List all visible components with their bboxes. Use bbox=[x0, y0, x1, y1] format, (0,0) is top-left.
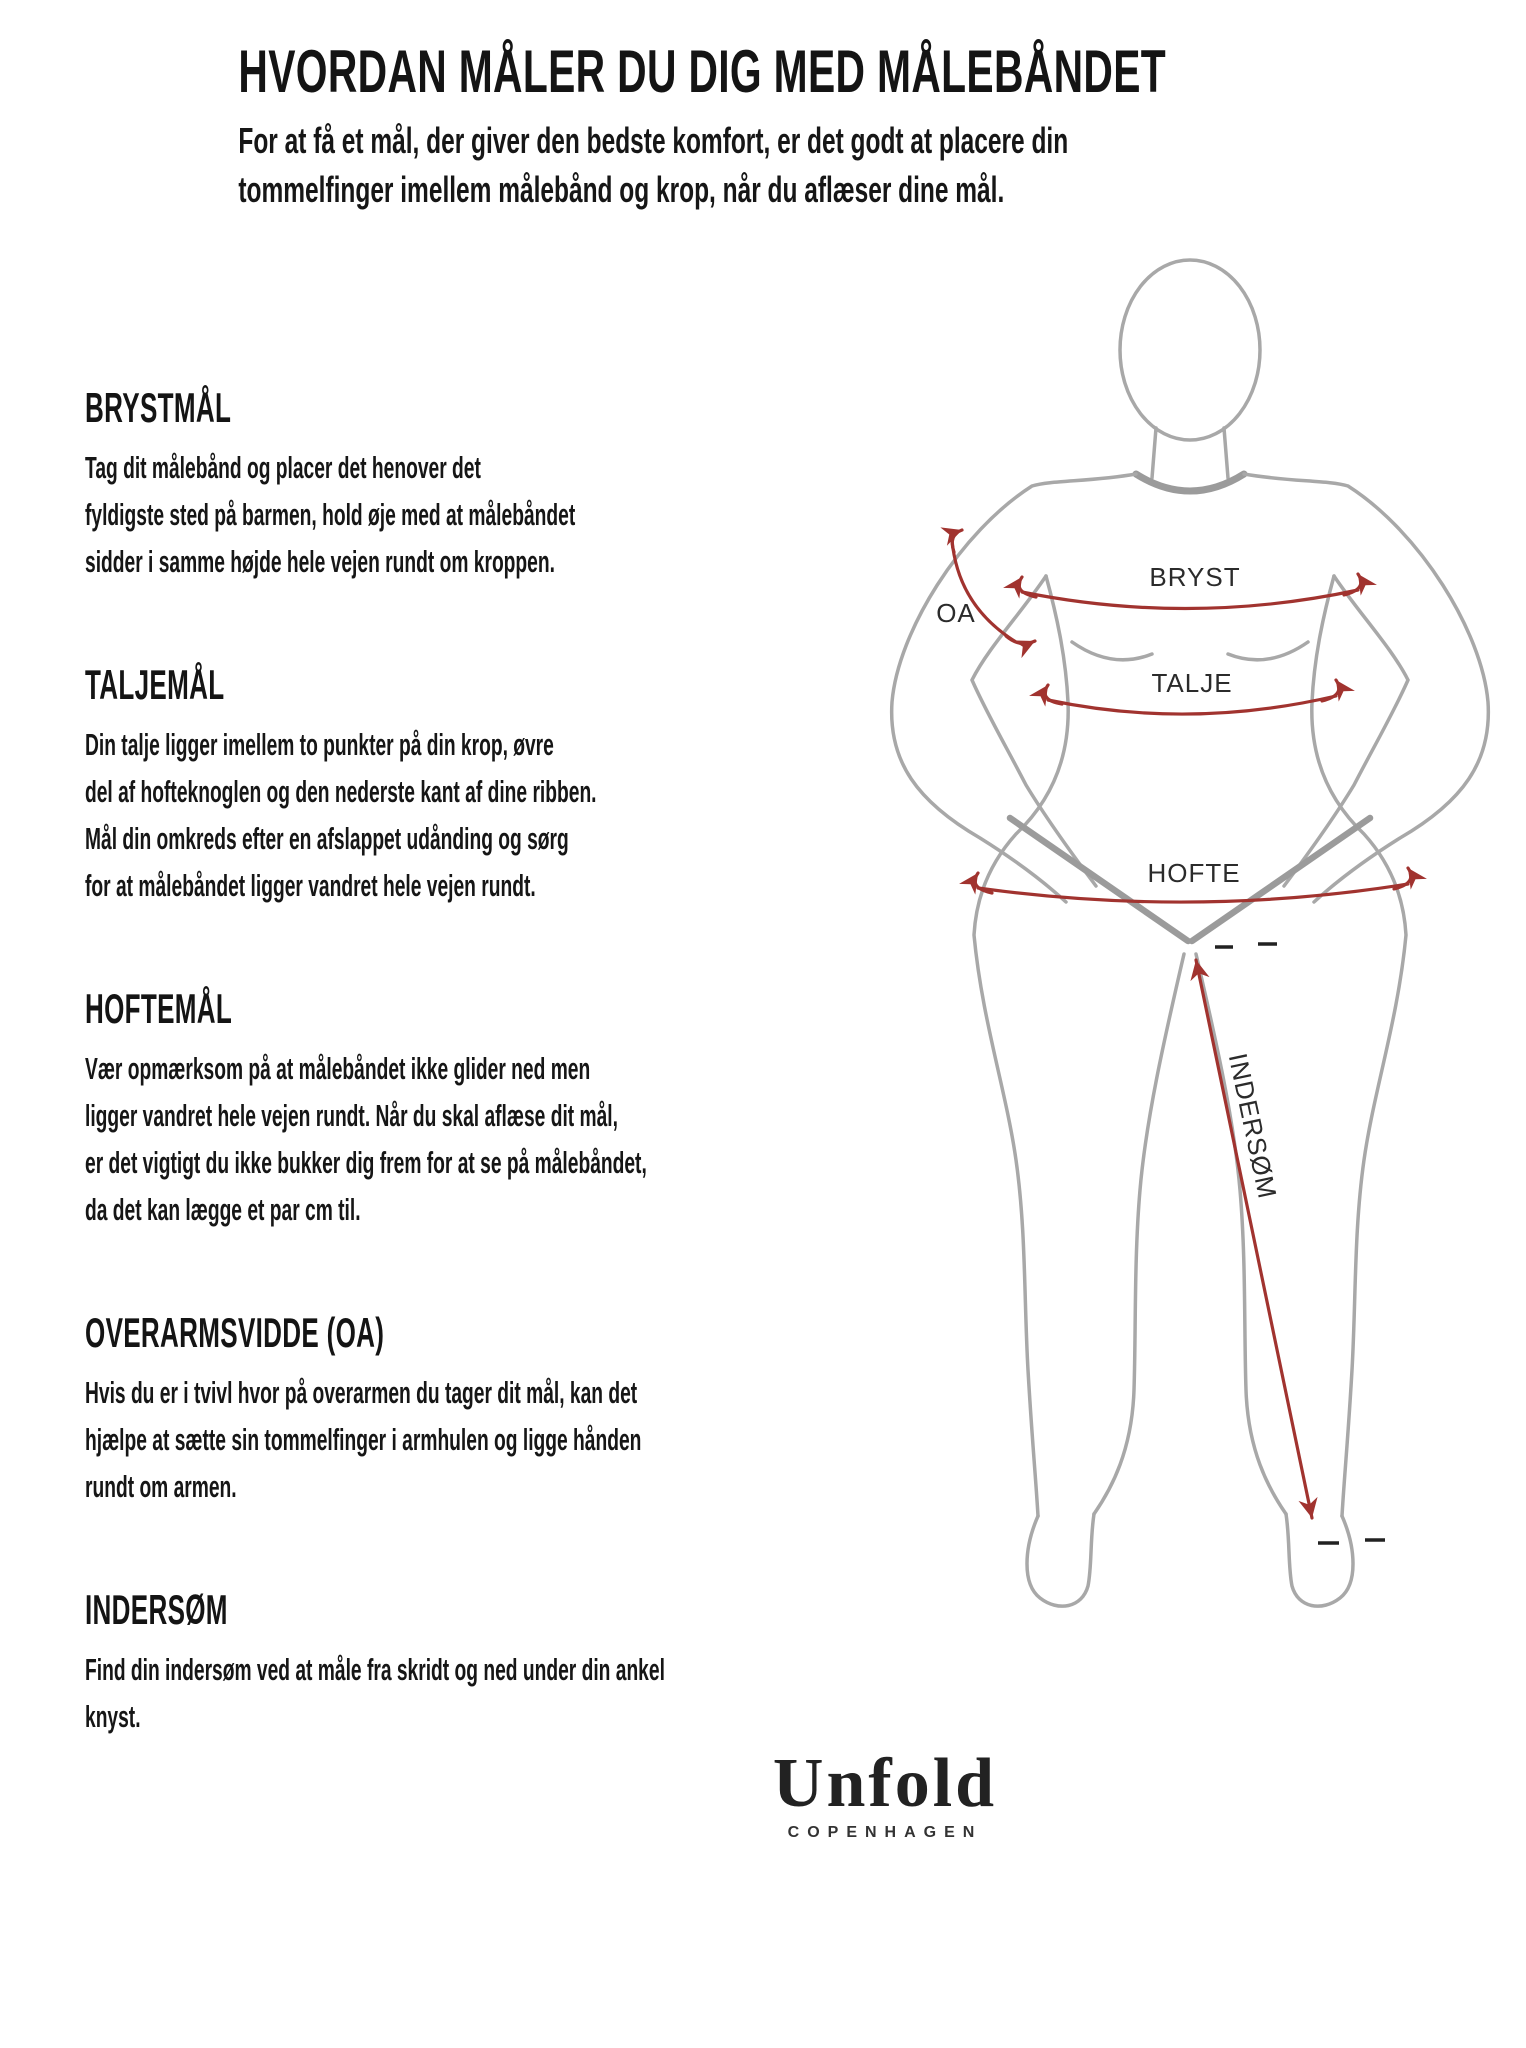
measurement-figure bbox=[860, 240, 1520, 1690]
page-subtitle bbox=[238, 116, 1069, 214]
section-line: for at målebåndet ligger vandret hele vejen rundt. bbox=[85, 868, 536, 903]
subtitle-line-1: For at få et mål, der giver den bedste komfort, er det godt at placere din bbox=[238, 120, 1069, 161]
section-line: del af hofteknoglen og den nederste kant af dine ribben. bbox=[85, 774, 597, 809]
oa-label: OA bbox=[936, 598, 976, 628]
talje-label: TALJE bbox=[1151, 668, 1233, 698]
section-line: fyldigste sted på barmen, hold øje med at målebåndet bbox=[85, 497, 576, 532]
indersoem-label: INDERSØM bbox=[1222, 1050, 1283, 1202]
section-line: ligger vandret hele vejen rundt. Når du skal aflæse dit mål, bbox=[85, 1098, 618, 1133]
section-line: er det vigtigt du ikke bukker dig frem for at se på målebåndet, bbox=[85, 1145, 647, 1180]
section-line: da det kan lægge et par cm til. bbox=[85, 1192, 361, 1227]
section-line: Hvis du er i tvivl hvor på overarmen du tager dit mål, kan det bbox=[85, 1375, 638, 1410]
section-line: sidder i samme højde hele vejen rundt om kroppen. bbox=[85, 544, 555, 579]
crotch-marks bbox=[1215, 944, 1277, 947]
brand-logo bbox=[650, 1745, 1120, 1842]
section-heading: HOFTEMÅL bbox=[85, 985, 233, 1032]
section-line: hjælpe at sætte sin tommelfinger i armhulen og ligge hånden bbox=[85, 1422, 642, 1457]
logo-city: COPENHAGEN bbox=[787, 1824, 983, 1841]
figure-head bbox=[1120, 260, 1260, 440]
page-title: HVORDAN MÅLER DU DIG MED MÅLEBÅNDET bbox=[238, 38, 1167, 105]
body-outline bbox=[892, 260, 1489, 1606]
section-taljemaal bbox=[85, 657, 829, 909]
section-line: Din talje ligger imellem to punkter på din krop, øvre bbox=[85, 727, 554, 762]
indersoem-arrow bbox=[1196, 960, 1312, 1518]
page-header bbox=[238, 38, 1167, 214]
section-line: knyst. bbox=[85, 1699, 141, 1734]
section-heading: INDERSØM bbox=[85, 1586, 228, 1633]
hofte-label: HOFTE bbox=[1147, 858, 1241, 888]
section-line: rundt om armen. bbox=[85, 1469, 237, 1504]
section-indersoem bbox=[85, 1582, 829, 1740]
logo-brand-name: Unfold bbox=[772, 1745, 998, 1822]
section-line: Mål din omkreds efter en afslappet udånding og sørg bbox=[85, 821, 569, 856]
section-line: Vær opmærksom på at målebåndet ikke glider ned men bbox=[85, 1051, 591, 1086]
section-line: Find din indersøm ved at måle fra skridt og ned under din ankel bbox=[85, 1652, 665, 1687]
section-heading: BRYSTMÅL bbox=[85, 384, 232, 431]
section-heading: OVERARMSVIDDE (OA) bbox=[85, 1309, 385, 1356]
section-overarmsvidde bbox=[85, 1305, 829, 1510]
subtitle-line-2: tommelfinger imellem målebånd og krop, når du aflæser dine mål. bbox=[238, 169, 1005, 210]
section-line: Tag dit målebånd og placer det henover det bbox=[85, 450, 481, 485]
section-brystmaal bbox=[85, 380, 829, 585]
instruction-sections bbox=[85, 380, 829, 1780]
bryst-label: BRYST bbox=[1149, 562, 1241, 592]
section-hoftemaal bbox=[85, 981, 829, 1233]
section-heading: TALJEMÅL bbox=[85, 661, 225, 708]
